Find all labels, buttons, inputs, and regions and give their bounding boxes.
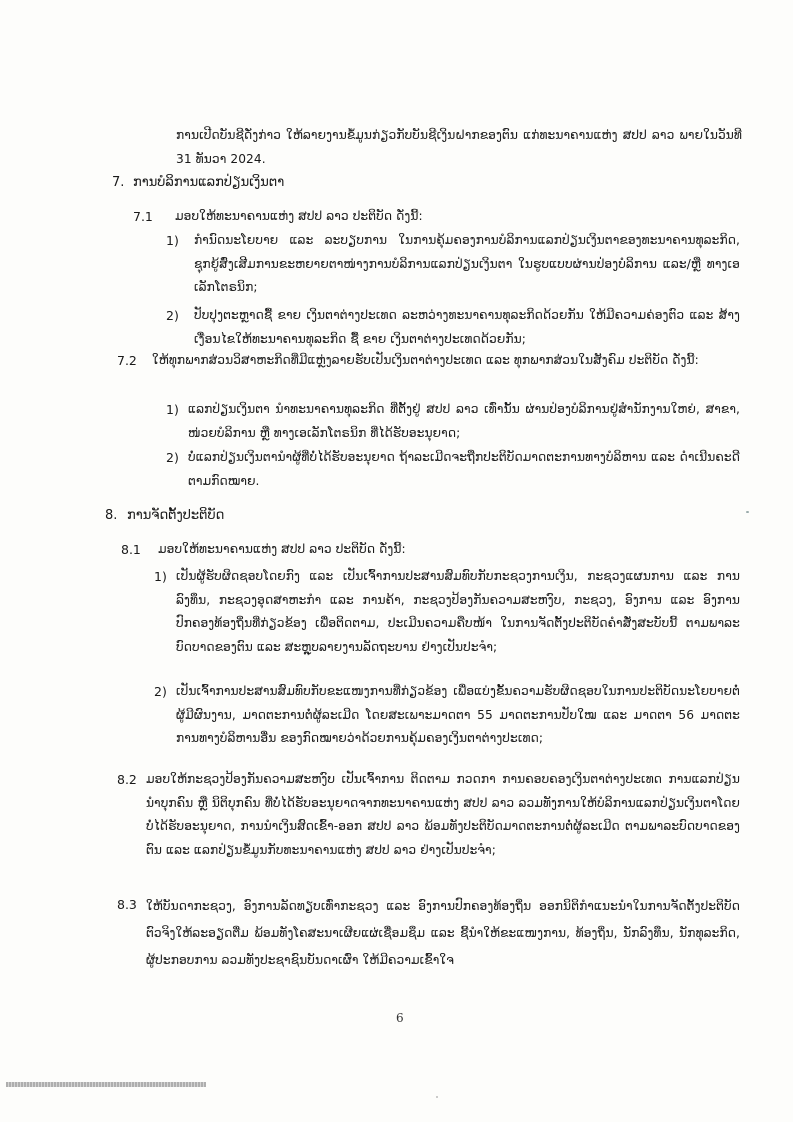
item-7-1-2-number: 2) [166, 308, 179, 323]
section-7-number: 7. [112, 175, 125, 190]
page-number: 6 [396, 1011, 404, 1025]
item-7-2-1-number: 1) [166, 402, 179, 417]
section-8-3-number: 8.3 [117, 897, 137, 912]
scan-speck [436, 1096, 438, 1098]
section-7-2-text: ໃຫ້ທຸກພາກສ່ວນວິສາຫະກິດທີ່ມີແຫຼ່ງລາຍຮັບເປັນເງິນຕາຕ່າງປະເທດ ແລະ ທຸກພາກສ່ວນໃນສັງຄົມ ປະຕິບັດ ດັ່ງນີ້: [152, 353, 699, 367]
item-7-2-2-text: ບໍ່ແລກປ່ຽນເງິນຕານຳຜູ້ທີ່ບໍ່ໄດ້ຮັບອະນຸຍາດ ຖ້າລະເມີດຈະຖືກປະຕິບັດມາດຕະການທາງບໍລິຫານ ແລະ ດຳເນີນຄະດີຕາມກົດໝາຍ. [188, 450, 740, 488]
section-8-2-number: 8.2 [117, 772, 137, 787]
section-8-3-text: ໃຫ້ບັນດາກະຊວງ, ອົງການລັດທຽບເທົ່າກະຊວງ ແລະ ອົງການປົກຄອງທ້ອງຖິ່ນ ອອກນິຕິກຳແນະນຳໃນການຈັດຕັ້ງປະຕິບັດຕົວຈິງໃຫ້ລະອຽດຕື່ມ ພ້ອມທັງໂຄສະນາເຜີຍແຜ່ເຊື່ອມຊຶມ ແລະ ຊີ້ນຳໃຫ້ຂະແໜງການ, ທ້ອງຖິ່ນ, ນັກລົງທຶນ, ນັກທຸລະກິດ, ຜູ້ປະກອບການ ລວມທັງປະຊາຊົນບັນດາເຜົ່າ ໃຫ້ມີຄວາມເຂົ້າໃຈ [146, 899, 740, 967]
item-7-2-2-number: 2) [166, 450, 179, 465]
scan-edge-artifact [6, 1082, 206, 1087]
item-8-1-1-text: ເປັນຜູ້ຮັບຜິດຊອບໂດຍກົງ ແລະ ເປັນເຈົ້າການປະສານສົມທົບກັບກະຊວງການເງິນ, ກະຊວງແຜນການ ແລະ ການລົງທຶນ, ກະຊວງອຸດສາຫະກຳ ແລະ ການຄ້າ, ກະຊວງປ້ອງກັນຄວາມສະຫງົບ, ກະຊວງ, ອົງການ ແລະ ອົງການປົກຄອງທ້ອງຖິ່ນທີ່ກ່ຽວຂ້ອງ ເພື່ອຕິດຕາມ, ປະເມີນຄວາມຄືບໜ້າ ໃນການຈັດຕັ້ງປະຕິບັດຄຳສັ່ງສະບັບນີ້ ຕາມພາລະບົດບາດຂອງຕົນ ແລະ ສະຫຼຸບລາຍງານລັດຖະບານ ຢ່າງເປັນປະຈຳ; [176, 569, 740, 654]
section-7-1-text: ມອບໃຫ້ທະນາຄານແຫ່ງ ສປປ ລາວ ປະຕິບັດ ດັ່ງນີ້: [175, 209, 423, 223]
intro-paragraph: ການເປີດບັນຊີດັ່ງກ່າວ ໃຫ້ລາຍງານຂໍ້ມູນກ່ຽວກັບບັນຊີເງິນຝາກຂອງຕົນ ແກ່ທະນາຄານແຫ່ງ ສປປ ລາວ ພາຍໃນວັນທີ 31 ທັນວາ 2024. [176, 128, 742, 166]
item-7-1-2-text: ປັບປຸງຕະຫຼາດຊື້ ຂາຍ ເງິນຕາຕ່າງປະເທດ ລະຫວ່າງທະນາຄານທຸລະກິດດ້ວຍກັນ ໃຫ້ມີຄວາມຄ່ອງຕົວ ແລະ ສ້າງເງື່ອນໄຂໃຫ້ທະນາຄານທຸລະກິດ ຊື້ ຂາຍ ເງິນຕາຕ່າງປະເທດດ້ວຍກັນ; [194, 308, 740, 346]
section-8-1-text: ມອບໃຫ້ທະນາຄານແຫ່ງ ສປປ ລາວ ປະຕິບັດ ດັ່ງນີ້: [158, 542, 406, 556]
item-7-1-1-number: 1) [166, 233, 179, 248]
scan-speck [746, 511, 749, 513]
section-8-1-number: 8.1 [121, 542, 141, 557]
item-8-1-1-number: 1) [154, 569, 167, 584]
section-8-number: 8. [105, 508, 118, 523]
item-8-1-2-number: 2) [154, 684, 167, 699]
section-7-1-number: 7.1 [133, 209, 153, 224]
section-7-title: ການບໍລິການແລກປ່ຽນເງິນຕາ [133, 175, 285, 190]
section-8-2-text: ມອບໃຫ້ກະຊວງປ້ອງກັນຄວາມສະຫງົບ ເປັນເຈົ້າການ ຕິດຕາມ ກວດກາ ການຄອບຄອງເງິນຕາຕ່າງປະເທດ ການແລກປ່ຽນນຳບຸກຄົນ ຫຼື ນິຕິບຸກຄົນ ທີ່ບໍ່ໄດ້ຮັບອະນຸຍາດຈາກທະນາຄານແຫ່ງ ສປປ ລາວ ລວມທັງການໃຫ້ບໍລິການແລກປ່ຽນເງິນຕາໂດຍບໍ່ໄດ້ຮັບອະນຸຍາດ, ການນຳເງິນສົດເຂົ້າ-ອອກ ສປປ ລາວ ພ້ອມທັງປະຕິບັດມາດຕະການຕໍ່ຜູ້ລະເມີດ ຕາມພາລະບົດບາດຂອງຕົນ ແລະ ແລກປ່ຽນຂໍ້ມູນກັບທະນາຄານແຫ່ງ ສປປ ລາວ ຢ່າງເປັນປະຈຳ; [146, 772, 740, 857]
section-8-title: ການຈັດຕັ້ງປະຕິບັດ [127, 508, 225, 523]
item-7-2-1-text: ແລກປ່ຽນເງິນຕາ ນຳທະນາຄານທຸລະກິດ ທີ່ຕັ້ງຢູ່ ສປປ ລາວ ເທົ່ານັ້ນ ຜ່ານປ່ອງບໍລິການຢູ່ສຳນັກງານໃຫຍ່, ສາຂາ, ໜ່ວຍບໍລິການ ຫຼື ທາງເອເລັກໂຕຣນິກ ທີ່ໄດ້ຮັບອະນຸຍາດ; [188, 402, 740, 440]
item-7-1-1-text: ກຳນົດນະໂຍບາຍ ແລະ ລະບຽບການ ໃນການຄຸ້ມຄອງການບໍລິການແລກປ່ຽນເງິນຕາຂອງທະນາຄານທຸລະກິດ, ຊຸກຍູ້ສົ່ງເສີມການຂະຫຍາຍຕາໜ່າງການບໍລິການແລກປ່ຽນເງິນຕາ ໃນຮູບແບບຜ່ານປ່ອງບໍລິການ ແລະ/ຫຼື ທາງເອເລັກໂຕຣນິກ; [194, 233, 740, 294]
section-7-2-number: 7.2 [117, 353, 137, 368]
item-8-1-2-text: ເປັນເຈົ້າການປະສານສົມທົບກັບຂະແໜງການທີ່ກ່ຽວຂ້ອງ ເພື່ອແບ່ງຂັ້ນຄວາມຮັບຜິດຊອບໃນການປະຕິບັດນະໂຍບາຍຕໍ່ຜູ້ມີຜົນງານ, ມາດຕະການຕໍ່ຜູ້ລະເມີດ ໂດຍສະເພາະມາດຕາ 55 ມາດຕະການປັບໃໝ ແລະ ມາດຕາ 56 ມາດຕະການທາງບໍລິຫານອື່ນ ຂອງກົດໝາຍວ່າດ້ວຍການຄຸ້ມຄອງເງິນຕາຕ່າງປະເທດ; [176, 684, 740, 745]
